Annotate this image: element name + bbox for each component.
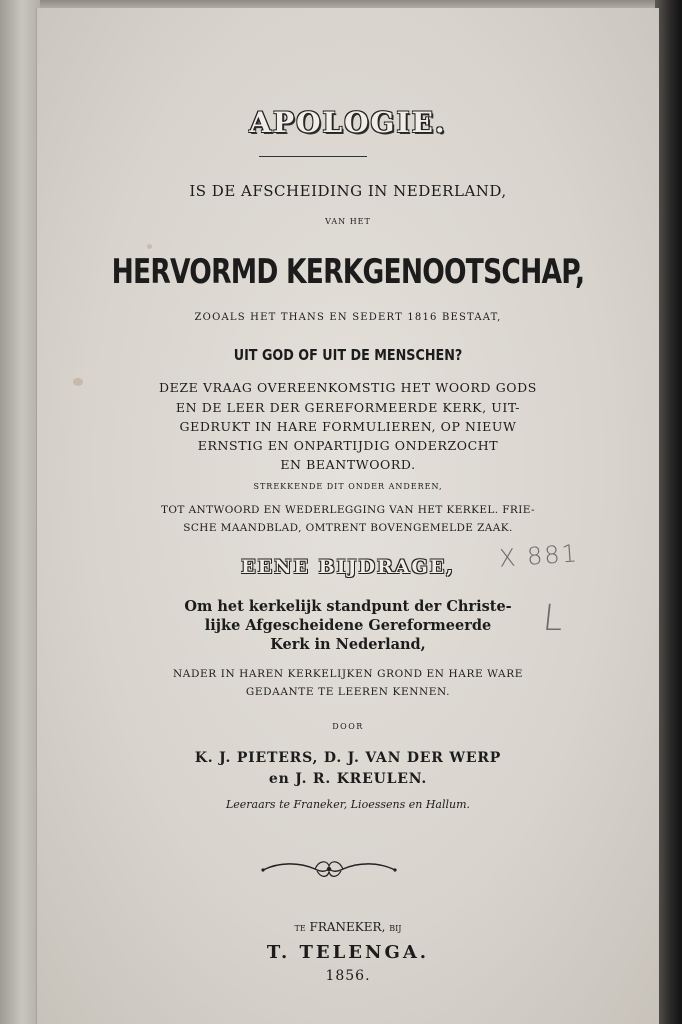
deze-vraag-line: EN BEANTWOORD.	[280, 457, 416, 472]
publisher-name: T. TELENGA.	[266, 942, 430, 963]
om-het-line: lijke Afgescheidene Gereformeerde	[204, 617, 492, 634]
deze-vraag-line: GEDRUKT IN HARE FORMULIEREN, OP NIEUW	[179, 419, 517, 434]
imprint-place: te FRANEKER, bij	[294, 920, 402, 934]
book-left-edge	[0, 0, 40, 1024]
tot-antwoord-line: SCHE MAANDBLAD, OMTRENT BOVENGEMELDE ZAAK.	[183, 522, 513, 534]
eene-bijdrage-heading: EENE BIJDRAGE,	[241, 556, 455, 578]
deze-vraag-line: DEZE VRAAG OVEREENKOMSTIG HET WOORD GODS	[159, 380, 537, 395]
leeraars-line: Leeraars te Franeker, Lioessens en Hallum.	[225, 798, 471, 811]
deze-vraag-line: EN DE LEER DER GEREFORMEERDE KERK, UIT-	[175, 400, 521, 415]
strekkende-line: STREKKENDE DIT ONDER ANDEREN,	[253, 482, 443, 491]
nader-line: NADER IN HAREN KERKELIJKEN GROND EN HARE WARE	[173, 668, 523, 680]
tot-antwoord-line: TOT ANTWOORD EN WEDERLEGGING VAN HET KERKEL. FRIE-	[161, 504, 535, 516]
uit-god-line: UIT GOD OF UIT DE MENSCHEN?	[233, 346, 463, 364]
book-right-edge	[655, 0, 682, 1024]
question-line: IS DE AFSCHEIDING IN NEDERLAND,	[189, 182, 507, 200]
om-het-line: Kerk in Nederland,	[270, 636, 426, 653]
handwritten-mark: L	[540, 598, 566, 639]
title-page	[36, 8, 659, 1024]
authors-line: en J. R. KREULEN.	[268, 771, 428, 787]
zooals-line: ZOOALS HET THANS EN SEDERT 1816 BESTAAT,	[194, 312, 502, 323]
nader-line: GEDAANTE TE LEEREN KENNEN.	[245, 686, 451, 698]
deze-vraag-line: ERNSTIG EN ONPARTIJDIG ONDERZOCHT	[197, 438, 499, 453]
foxing-spot	[147, 244, 152, 249]
kerkgenootschap-heading: HERVORMD KERKGENOOTSCHAP,	[111, 252, 585, 292]
authors-line: K. J. PIETERS, D. J. VAN DER WERP	[194, 750, 502, 766]
om-het-line: Om het kerkelijk standpunt der Christe-	[184, 598, 512, 615]
van-het-line: VAN HET	[325, 217, 371, 226]
handwritten-shelfmark: X 881	[498, 539, 580, 573]
door-line: DOOR	[332, 722, 364, 731]
book-title: APOLOGIE.	[249, 106, 447, 139]
scroll-ornament-icon	[259, 856, 399, 882]
title-rule	[259, 156, 367, 157]
publication-year: 1856.	[325, 968, 371, 984]
